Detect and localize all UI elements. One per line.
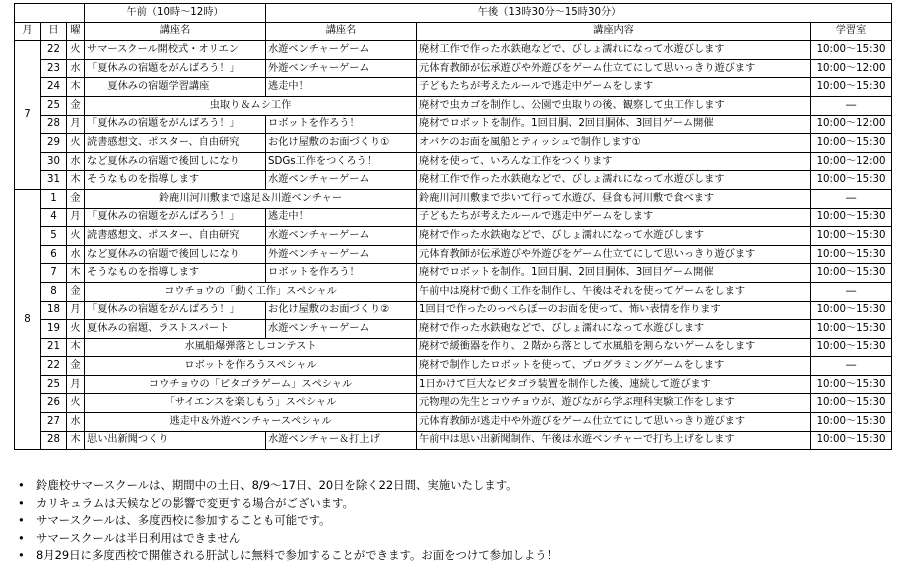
table-row <box>15 375 892 394</box>
pm-course-cell: ロボットを作ろう！ <box>266 264 417 283</box>
pm-course-cell: お化け屋敷のお面づくり② <box>266 301 417 320</box>
table-row <box>15 357 892 376</box>
header-am-course: 講座名 <box>85 22 266 41</box>
weekday-cell: 水 <box>67 245 85 264</box>
merged-course-cell: 虫取り＆ムシ工作 <box>85 96 417 115</box>
study-room-cell: 10:00〜15:30 <box>811 171 892 190</box>
day-cell: 5 <box>41 227 67 246</box>
header-pm: 午後（13時30分〜15時30分） <box>266 4 892 23</box>
weekday-cell: 木 <box>67 78 85 97</box>
study-room-cell: 10:00〜15:30 <box>811 413 892 432</box>
table-row <box>15 171 892 190</box>
am-course-cell: 読書感想文、ポスター、自由研究 <box>85 227 266 246</box>
merged-course-cell: 逃走中＆外遊ベンチャースペシャル <box>85 413 417 432</box>
study-room-cell: ― <box>811 96 892 115</box>
pm-content-cell: オバケのお面を風船とティッシュで制作します① <box>417 134 811 153</box>
header-row-periods <box>15 4 892 23</box>
day-cell: 28 <box>41 115 67 134</box>
weekday-cell: 木 <box>67 171 85 190</box>
day-cell: 28 <box>41 431 67 450</box>
am-course-cell: 「夏休みの宿題をがんばろう！」 <box>85 59 266 78</box>
table-row <box>15 152 892 171</box>
day-cell: 6 <box>41 245 67 264</box>
weekday-cell: 木 <box>67 264 85 283</box>
schedule-table <box>14 3 892 450</box>
merged-course-cell: コウチョウの「ピタゴラゲーム」スペシャル <box>85 375 417 394</box>
am-course-cell: など夏休みの宿題で後回しになり <box>85 152 266 171</box>
pm-content-cell: 廃材で虫カゴを制作し、公園で虫取りの後、観察して虫工作します <box>417 96 811 115</box>
pm-content-cell: 1回目で作ったのっぺらぼーのお面を使って、怖い表情を作ります <box>417 301 811 320</box>
study-room-cell: 10:00〜15:30 <box>811 394 892 413</box>
day-cell: 26 <box>41 394 67 413</box>
am-course-cell: 「夏休みの宿題をがんばろう！」 <box>85 115 266 134</box>
table-row <box>15 59 892 78</box>
pm-course-cell: 外遊ベンチャーゲーム <box>266 245 417 264</box>
table-row <box>15 413 892 432</box>
pm-content-cell: 廃材でロボットを制作。1回目胴、2回目胴体、3回目ゲーム開催 <box>417 264 811 283</box>
day-cell: 22 <box>41 41 67 60</box>
weekday-cell: 火 <box>67 134 85 153</box>
table-row <box>15 189 892 208</box>
merged-course-cell: 水風船爆弾落としコンテスト <box>85 338 417 357</box>
study-room-cell: 10:00〜15:30 <box>811 134 892 153</box>
am-course-cell: 読書感想文、ポスター、自由研究 <box>85 134 266 153</box>
note-item: • サマースクールは半日利用はできません <box>14 530 884 548</box>
day-cell: 4 <box>41 208 67 227</box>
table-row <box>15 264 892 283</box>
pm-content-cell: 元体育教師が伝承遊びや外遊びをゲーム仕立てにして思いっきり遊びます <box>417 59 811 78</box>
study-room-cell: 10:00〜15:30 <box>811 78 892 97</box>
table-row <box>15 78 892 97</box>
study-room-cell: ― <box>811 357 892 376</box>
weekday-cell: 水 <box>67 59 85 78</box>
note-item: • サマースクールは、多度西校に参加することも可能です。 <box>14 512 884 530</box>
note-item: • 8月29日に多度西校で開催される肝試しに無料で参加することができます。お面をつけて参加しよう！ <box>14 547 884 565</box>
header-weekday: 曜 <box>67 22 85 41</box>
am-course-cell: 「夏休みの宿題をがんばろう！」 <box>85 208 266 227</box>
pm-course-cell: 水遊ベンチャーゲーム <box>266 320 417 339</box>
note-item: • 鈴鹿校サマースクールは、期間中の土日、8/9〜17日、20日を除く22日間、実施いたします。 <box>14 477 884 495</box>
weekday-cell: 金 <box>67 357 85 376</box>
pm-content-cell: 午前中は思い出新聞制作、午後は水遊ベンチャーで打ち上げをします <box>417 431 811 450</box>
day-cell: 19 <box>41 320 67 339</box>
pm-content-cell: 鈴鹿川河川敷まで歩いて行って水遊び、昼食も河川敷で食べます <box>417 189 811 208</box>
am-course-cell: そうなものを指導します <box>85 171 266 190</box>
weekday-cell: 金 <box>67 189 85 208</box>
pm-content-cell: 廃材を使って、いろんな工作をつくります <box>417 152 811 171</box>
day-cell: 1 <box>41 189 67 208</box>
pm-course-cell: 水遊ベンチャー＆打上げ <box>266 431 417 450</box>
weekday-cell: 月 <box>67 301 85 320</box>
pm-content-cell: 元体育教師が伝承遊びや外遊びをゲーム仕立てにして思いっきり遊びます <box>417 245 811 264</box>
weekday-cell: 火 <box>67 41 85 60</box>
pm-course-cell: 水遊ベンチャーゲーム <box>266 171 417 190</box>
pm-course-cell: ロボットを作ろう！ <box>266 115 417 134</box>
table-row <box>15 320 892 339</box>
pm-content-cell: 子どもたちが考えたルールで逃走中ゲームをします <box>417 208 811 227</box>
study-room-cell: ― <box>811 189 892 208</box>
study-room-cell: 10:00〜12:00 <box>811 115 892 134</box>
day-cell: 27 <box>41 413 67 432</box>
weekday-cell: 月 <box>67 115 85 134</box>
study-room-cell: 10:00〜15:30 <box>811 41 892 60</box>
day-cell: 25 <box>41 375 67 394</box>
pm-content-cell: 廃材で緩衝器を作り、２階から落として水風船を割らないゲームをします <box>417 338 811 357</box>
day-cell: 25 <box>41 96 67 115</box>
table-row <box>15 208 892 227</box>
pm-content-cell: 子どもたちが考えたルールで逃走中ゲームをします <box>417 78 811 97</box>
day-cell: 31 <box>41 171 67 190</box>
weekday-cell: 火 <box>67 320 85 339</box>
am-course-cell: サマースクール開校式・オリエン <box>85 41 266 60</box>
day-cell: 8 <box>41 282 67 301</box>
table-row <box>15 431 892 450</box>
pm-content-cell: 元物理の先生とコウチョウが、遊びながら学ぶ理科実験工作をします <box>417 394 811 413</box>
day-cell: 29 <box>41 134 67 153</box>
weekday-cell: 水 <box>67 152 85 171</box>
table-row <box>15 134 892 153</box>
pm-course-cell: SDGs工作をつくろう！ <box>266 152 417 171</box>
study-room-cell: 10:00〜15:30 <box>811 375 892 394</box>
table-row <box>15 282 892 301</box>
day-cell: 18 <box>41 301 67 320</box>
am-course-cell: そうなものを指導します <box>85 264 266 283</box>
table-row <box>15 115 892 134</box>
pm-course-cell: 外遊ベンチャーゲーム <box>266 59 417 78</box>
day-cell: 24 <box>41 78 67 97</box>
table-row <box>15 41 892 60</box>
study-room-cell: 10:00〜12:00 <box>811 59 892 78</box>
notes-list <box>14 477 884 565</box>
weekday-cell: 金 <box>67 96 85 115</box>
study-room-cell: 10:00〜15:30 <box>811 264 892 283</box>
study-room-cell: 10:00〜15:30 <box>811 301 892 320</box>
weekday-cell: 月 <box>67 375 85 394</box>
day-cell: 21 <box>41 338 67 357</box>
weekday-cell: 火 <box>67 394 85 413</box>
day-cell: 30 <box>41 152 67 171</box>
pm-course-cell: 水遊ベンチャーゲーム <box>266 227 417 246</box>
pm-content-cell: 廃材で作った水鉄砲などで、びしょ濡れになって水遊びします <box>417 320 811 339</box>
header-blank <box>15 4 85 23</box>
pm-content-cell: 廃材で制作したロボットを使って、プログラミングゲームをします <box>417 357 811 376</box>
month-cell: 8 <box>15 189 41 449</box>
note-item: • カリキュラムは天候などの影響で変更する場合がございます。 <box>14 495 884 513</box>
table-row <box>15 301 892 320</box>
header-day: 日 <box>41 22 67 41</box>
am-course-cell: 「夏休みの宿題をがんばろう！」 <box>85 301 266 320</box>
day-cell: 7 <box>41 264 67 283</box>
study-room-cell: 10:00〜15:30 <box>811 208 892 227</box>
table-row <box>15 245 892 264</box>
merged-course-cell: ロボットを作ろうスペシャル <box>85 357 417 376</box>
pm-content-cell: 廃材で作った水鉄砲などで、びしょ濡れになって水遊びします <box>417 227 811 246</box>
header-row-columns <box>15 22 892 41</box>
table-row <box>15 338 892 357</box>
pm-content-cell: 元体育教師が逃走中や外遊びをゲーム仕立てにして思いっきり遊びます <box>417 413 811 432</box>
weekday-cell: 木 <box>67 431 85 450</box>
study-room-cell: 10:00〜15:30 <box>811 245 892 264</box>
month-cell: 7 <box>15 41 41 190</box>
header-pm-course: 講座名 <box>266 22 417 41</box>
merged-course-cell: 鈴鹿川河川敷まで遠足＆川遊ベンチャー <box>85 189 417 208</box>
header-month: 月 <box>15 22 41 41</box>
study-room-cell: 10:00〜15:30 <box>811 227 892 246</box>
day-cell: 23 <box>41 59 67 78</box>
schedule-body <box>15 41 892 450</box>
study-room-cell: 10:00〜15:30 <box>811 431 892 450</box>
pm-content-cell: 廃材でロボットを制作。1回目胴、2回目胴体、3回目ゲーム開催 <box>417 115 811 134</box>
pm-course-cell: 水遊ベンチャーゲーム <box>266 41 417 60</box>
weekday-cell: 水 <box>67 413 85 432</box>
am-course-cell: 夏休みの宿題、ラストスパート <box>85 320 266 339</box>
weekday-cell: 木 <box>67 338 85 357</box>
table-row <box>15 96 892 115</box>
pm-content-cell: 1日かけて巨大なピタゴラ装置を制作した後、連続して遊びます <box>417 375 811 394</box>
merged-course-cell: 「サイエンスを楽しもう」スペシャル <box>85 394 417 413</box>
merged-course-cell: コウチョウの「動く工作」スペシャル <box>85 282 417 301</box>
weekday-cell: 金 <box>67 282 85 301</box>
am-course-cell: 思い出新聞つくり <box>85 431 266 450</box>
pm-content-cell: 午前中は廃材で動く工作を制作し、午後はそれを使ってゲームをします <box>417 282 811 301</box>
weekday-cell: 月 <box>67 208 85 227</box>
header-am: 午前（10時〜12時） <box>85 4 266 23</box>
header-study-room: 学習室 <box>811 22 892 41</box>
header-pm-content: 講座内容 <box>417 22 811 41</box>
pm-content-cell: 廃材工作で作った水鉄砲などで、びしょ濡れになって水遊びします <box>417 171 811 190</box>
am-course-cell: 夏休みの宿題学習講座 <box>85 78 266 97</box>
study-room-cell: 10:00〜15:30 <box>811 338 892 357</box>
am-course-cell: など夏休みの宿題で後回しになり <box>85 245 266 264</box>
pm-course-cell: 逃走中！ <box>266 78 417 97</box>
pm-course-cell: 逃走中！ <box>266 208 417 227</box>
study-room-cell: 10:00〜15:30 <box>811 320 892 339</box>
day-cell: 22 <box>41 357 67 376</box>
study-room-cell: ― <box>811 282 892 301</box>
study-room-cell: 10:00〜12:00 <box>811 152 892 171</box>
table-row <box>15 394 892 413</box>
table-row <box>15 227 892 246</box>
weekday-cell: 火 <box>67 227 85 246</box>
pm-course-cell: お化け屋敷のお面づくり① <box>266 134 417 153</box>
pm-content-cell: 廃材工作で作った水鉄砲などで、びしょ濡れになって水遊びします <box>417 41 811 60</box>
